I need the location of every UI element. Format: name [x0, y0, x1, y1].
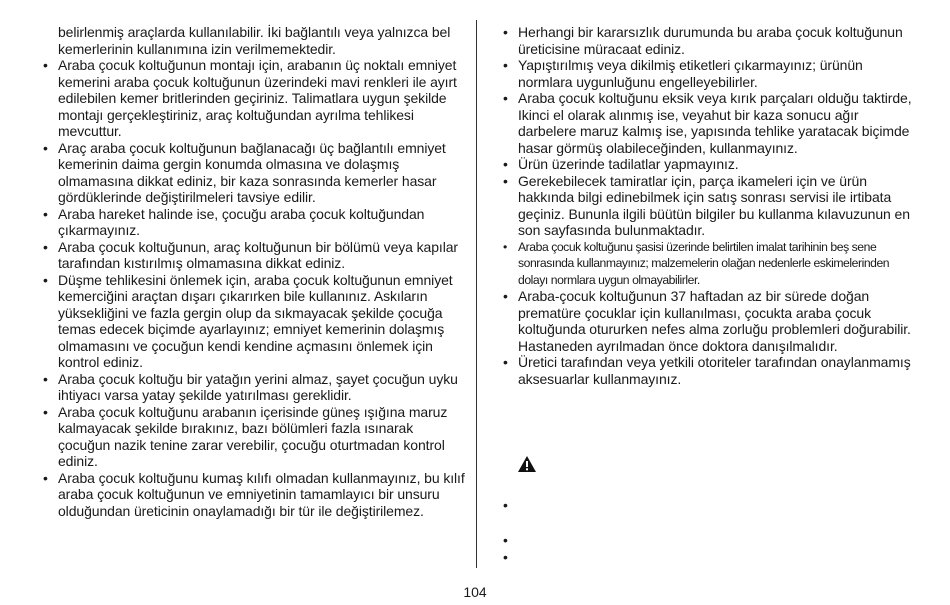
left-column	[40, 24, 465, 519]
list-item: • Araba çocuk koltuğunu kumaş kılıfı olmadan kullanmayınız, bu kılıf araba çocuk koltuğunun ve emniyetinin tamamlayıcı bir unsuru olduğundan üreticinin onaylamadığı bir tür ile değiştirilemez.	[40, 470, 465, 520]
list-item: • Araba çocuk koltuğunu şasisi üzerinde belirtilen imalat tarihinin beş sene sonrasında kullanmayınız; malzemelerin olağan nedenlerle eskimelerinden dolayı normlara uygun olmayabilirler.	[500, 239, 920, 289]
list-item: • Araba çocuk koltuğunun montajı için, arabanın üç noktalı emniyet kemerini araba çocuk koltuğunun üzerindeki mavi renkleri ile ayırt edilebilen kemer britlerinden geçiriniz. Talimatlara uygun şekilde montajı gerçekleştiriniz, araç koltuğundan ayrılma tehlikesi mevcuttur.	[40, 57, 465, 140]
column-divider	[476, 20, 477, 568]
list-item: • Araba çocuk koltuğunun, araç koltuğunun bir bölümü veya kapılar tarafından kıstırılmış olmamasına dikkat ediniz.	[40, 239, 465, 272]
list-item: • Ürün üzerinde tadilatlar yapmayınız.	[500, 156, 920, 173]
list-item: • Üretici tarafından veya yetkili otoriteler tarafından onaylanmamış aksesuarlar kullanmayınız.	[500, 354, 920, 387]
empty-bullet: •	[503, 549, 508, 565]
list-item: • Araba hareket halinde ise, çocuğu araba çocuk koltuğundan çıkarmayınız.	[40, 206, 465, 239]
empty-bullet: •	[503, 532, 508, 548]
list-item: • Araba-çocuk koltuğunun 37 haftadan az bir sürede doğan prematüre çocuklar için kullanılması, çocukta araba çocuk koltuğunda otururken nefes alma zorluğu problemleri doğurabilir. Hastaneden ayrılmadan önce doktora danışılmalıdır.	[500, 288, 920, 354]
list-item: • Araba çocuk koltuğu bir yatağın yerini almaz, şayet çocuğun uyku ihtiyacı varsa yatay şekilde yatırılması gereklidir.	[40, 371, 465, 404]
list-item: • Araba çocuk koltuğunu eksik veya kırık parçaları olduğu taktirde, Ikinci el olarak alınmış ise, veyahut bir kaza sonucu ağır darbelere maruz kalmış ise, yapısında tehlike yaratacak biçimde hasar görmüş olabileceğinden, kullanmayınız.	[500, 90, 920, 156]
list-item: • Araç araba çocuk koltuğunun bağlanacağı üç bağlantılı emniyet kemerinin daima gergin konumda olmasına ve dolaşmış olmamasına dikkat ediniz, bir kaza sonrasında kemerler hasar gördüklerinde değiştirilmeleri tavsiye edilir.	[40, 140, 465, 206]
list-item: • Yapıştırılmış veya dikilmiş etiketleri çıkarmayınız; ürünün normlara uygunluğunu engelleyebilirler.	[500, 57, 920, 90]
lead-paragraph: belirlenmiş araçlarda kullanılabilir. İki bağlantılı veya yalnızca bel kemerlerinin kullanımına izin verilmemektedir.	[58, 24, 451, 57]
page-number: 104	[463, 584, 487, 600]
left-bullet-list	[40, 57, 465, 519]
right-bullet-list	[500, 24, 920, 387]
right-column	[500, 24, 920, 387]
list-item: • Herhangi bir kararsızlık durumunda bu araba çocuk koltuğunun üreticisine müracaat ediniz.	[500, 24, 920, 57]
list-item: • Düşme tehlikesini önlemek için, araba çocuk koltuğunun emniyet kemerciğini araçtan dışarı çıkarırken bile kullanınız. Askıların yüksekliğini ve fazla gergin olup da sıkmayacak şekilde çocuğa temas edecek biçimde ayarlayınız; emniyet kemerinin dolaşmış olmamasını ve çocuğun kendi kendine açmasını önlemek için kontrol ediniz.	[40, 272, 465, 371]
list-item: • Gerekebilecek tamiratlar için, parça ikameleri için ve ürün hakkında bilgi edinebilmek için satış sonrası servisi ile irtibata geçiniz. Bununla ilgili büütün bilgiler bu kullanma kılavuzunun en son sayfasında bulunmaktadır.	[500, 173, 920, 239]
list-item: • Araba çocuk koltuğunu arabanın içerisinde güneş ışığına maruz kalmayacak şekilde bırakınız, bazı bölümleri fazla ısınarak çocuğun nazik tenine zarar verebilir, çocuğu oturtmadan kontrol ediniz.	[40, 404, 465, 470]
empty-bullet: •	[503, 497, 508, 513]
warning-triangle-icon	[517, 455, 537, 473]
